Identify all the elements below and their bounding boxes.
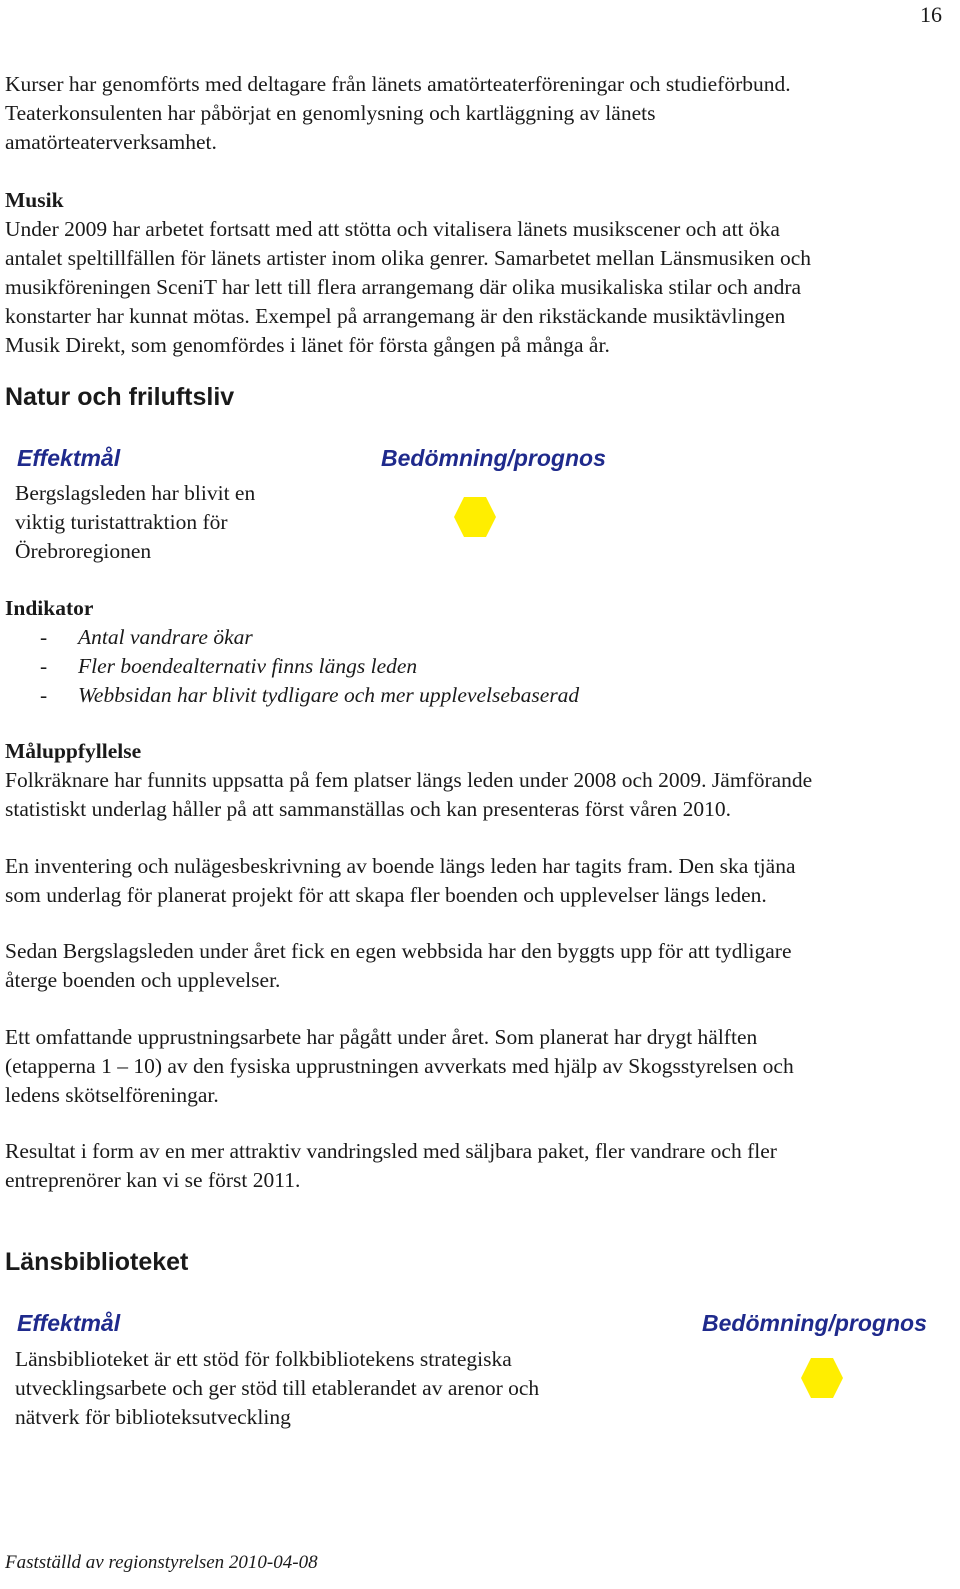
- paragraph-line: En inventering och nulägesbeskrivning av boende längs leden har tagits fram. Den ska tjäna: [5, 854, 796, 878]
- natur-bedomning-label: Bedömning/prognos: [381, 445, 606, 471]
- paragraph-line: Ett omfattande upprustningsarbete har pågått under året. Som planerat har drygt hälften: [5, 1025, 758, 1049]
- natur-heading: Natur och friluftsliv: [5, 383, 235, 411]
- yellow-hexagon-icon: [453, 496, 497, 538]
- musik-line: konstarter har kunnat mötas. Exempel på arrangemang är den rikstäckande musiktävlingen: [5, 304, 786, 328]
- lansbibliotek-effektmal-line: Länsbiblioteket är ett stöd för folkbibliotekens strategiska: [15, 1347, 512, 1371]
- natur-effektmal-line: Örebroregionen: [15, 539, 152, 563]
- maluppfyllelse-line: statistiskt underlag håller på att sammanställas och kan presenteras först våren 2010.: [5, 797, 732, 821]
- lansbibliotek-bedomning-label: Bedömning/prognos: [702, 1310, 927, 1336]
- lansbibliotek-effektmal-label: Effektmål: [17, 1310, 121, 1336]
- musik-line: antalet speltillfällen för länets artister inom olika genrer. Samarbetet mellan Länsmusiken och: [5, 246, 811, 270]
- natur-effektmal-line: Bergslagsleden har blivit en: [15, 481, 256, 505]
- lansbibliotek-heading: Länsbiblioteket: [5, 1248, 189, 1276]
- musik-heading: Musik: [5, 188, 64, 212]
- intro-line: Kurser har genomförts med deltagare från länets amatörteaterföreningar och studieförbund.: [5, 72, 791, 96]
- yellow-hexagon-icon: [800, 1357, 844, 1399]
- paragraph-line: Sedan Bergslagsleden under året fick en egen webbsida har den byggts upp för att tydligare: [5, 939, 792, 963]
- natur-effektmal-label: Effektmål: [17, 445, 121, 471]
- lansbibliotek-effektmal-line: utvecklingsarbete och ger stöd till etablerandet av arenor och: [15, 1376, 540, 1400]
- intro-line: Teaterkonsulenten har påbörjat en genomlysning och kartläggning av länets: [5, 101, 656, 125]
- maluppfyllelse-line: Folkräknare har funnits uppsatta på fem platser längs leden under 2008 och 2009. Jämförande: [5, 768, 813, 792]
- natur-effektmal-line: viktig turistattraktion för: [15, 510, 228, 534]
- paragraph-line: entreprenörer kan vi se först 2011.: [5, 1168, 301, 1192]
- paragraph-line: återge boenden och upplevelser.: [5, 968, 281, 992]
- indikator-item: - Antal vandrare ökar: [40, 625, 253, 649]
- paragraph-line: (etapperna 1 – 10) av den fysiska upprustningen avverkats med hjälp av Skogsstyrelsen och: [5, 1054, 794, 1078]
- footer: Fastställd av regionstyrelsen 2010-04-08: [5, 1552, 318, 1573]
- lansbibliotek-effektmal-line: nätverk för biblioteksutveckling: [15, 1405, 291, 1429]
- indikator-item: - Webbsidan har blivit tydligare och mer upplevelsebaserad: [40, 683, 580, 707]
- indikator-heading: Indikator: [5, 596, 94, 620]
- musik-line: Under 2009 har arbetet fortsatt med att stötta och vitalisera länets musikscener och att öka: [5, 217, 780, 241]
- intro-line: amatörteaterverksamhet.: [5, 130, 217, 154]
- musik-line: Musik Direkt, som genomfördes i länet för första gången på många år.: [5, 333, 610, 357]
- indikator-item: - Fler boendealternativ finns längs leden: [40, 654, 418, 678]
- musik-line: musikföreningen SceniT har lett till flera arrangemang där olika musikaliska stilar och andra: [5, 275, 802, 299]
- paragraph-line: Resultat i form av en mer attraktiv vandringsled med säljbara paket, fler vandrare och fler: [5, 1139, 777, 1163]
- maluppfyllelse-heading: Måluppfyllelse: [5, 739, 142, 763]
- paragraph-line: som underlag för planerat projekt för att skapa fler boenden och upplevelser längs leden.: [5, 883, 767, 907]
- page-number: 16: [920, 2, 942, 27]
- paragraph-line: ledens skötselföreningar.: [5, 1083, 219, 1107]
